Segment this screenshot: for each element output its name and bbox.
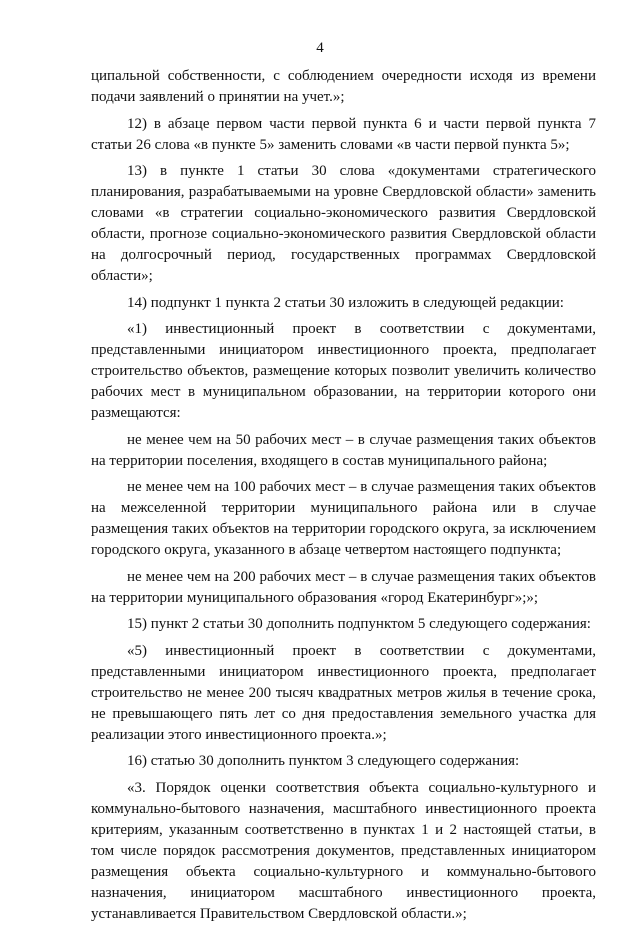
page-number: 4 <box>316 40 324 56</box>
paragraph-item-15: 15) пункт 2 статьи 30 дополнить подпунктом 5 следующего содержания: <box>127 616 591 632</box>
paragraph-item-16: 16) статью 30 дополнить пунктом 3 следующего содержания: <box>127 753 520 769</box>
paragraph-50-jobs: не менее чем на 50 рабочих мест – в случае размещения таких объектов на территории поселения, входящего в состав муниципального района; <box>91 431 596 469</box>
paragraph-item-13: 13) в пункте 1 статьи 30 слова «документами стратегического планирования, разрабатываемыми на уровне Свердловской области» заменить словами «в стратегии социально-экономического развития Свердловской области, прогнозе социально-экономического развития Свердловской области на долгосрочный период, государственных программах Свердловской области»; <box>91 163 596 284</box>
paragraph-point-3: «3. Порядок оценки соответствия объекта социально-культурного и коммунально-бытового назначения, масштабного инвестиционного проекта критериям, указанным соответственно в пунктах 1 и 2 настоящей статьи, в том числе порядок рассмотрения документов, представленных инициатором размещения объекта социально-культурного и коммунально-бытового назначения, инициатором масштабного инвестиционного проекта, устанавливается Правительством Свердловской области.»; <box>91 779 596 922</box>
paragraph-subitem-1: «1) инвестиционный проект в соответствии с документами, представленными инициатором инвестиционного проекта, предполагает строительство объектов, размещение которых позволит увеличить количество рабочих мест в муниципальном образовании, на территории которого они размещаются: <box>91 321 596 421</box>
paragraph-100-jobs: не менее чем на 100 рабочих мест – в случае размещения таких объектов на межселенной территории муниципального района или в случае размещения таких объектов на территории городского округа, за исключением городского округа, указанного в абзаце четвертом настоящего подпункта; <box>91 479 596 558</box>
paragraph-continuation: ципальной собственности, с соблюдением очередности исходя из времени подачи заявлений о принятии на учет.»; <box>91 68 596 105</box>
paragraph-200-jobs: не менее чем на 200 рабочих мест – в случае размещения таких объектов на территории муниципального образования «город Екатеринбург»;»; <box>91 568 596 606</box>
paragraph-item-12: 12) в абзаце первом части первой пункта 6 и части первой пункта 7 статьи 26 слова «в пункте 5» заменить словами «в части первой пункта 5»; <box>91 115 596 153</box>
paragraph-item-14: 14) подпункт 1 пункта 2 статьи 30 изложить в следующей редакции: <box>127 294 564 311</box>
document-body <box>91 66 596 930</box>
paragraph-subitem-5: «5) инвестиционный проект в соответствии с документами, представленными инициатором инвестиционного проекта, предполагает строительство не менее 200 тысяч квадратных метров жилья в течение срока, не превышающего пять лет со дня предоставления земельного участка для реализации этого инвестиционного проекта.»; <box>91 642 596 743</box>
